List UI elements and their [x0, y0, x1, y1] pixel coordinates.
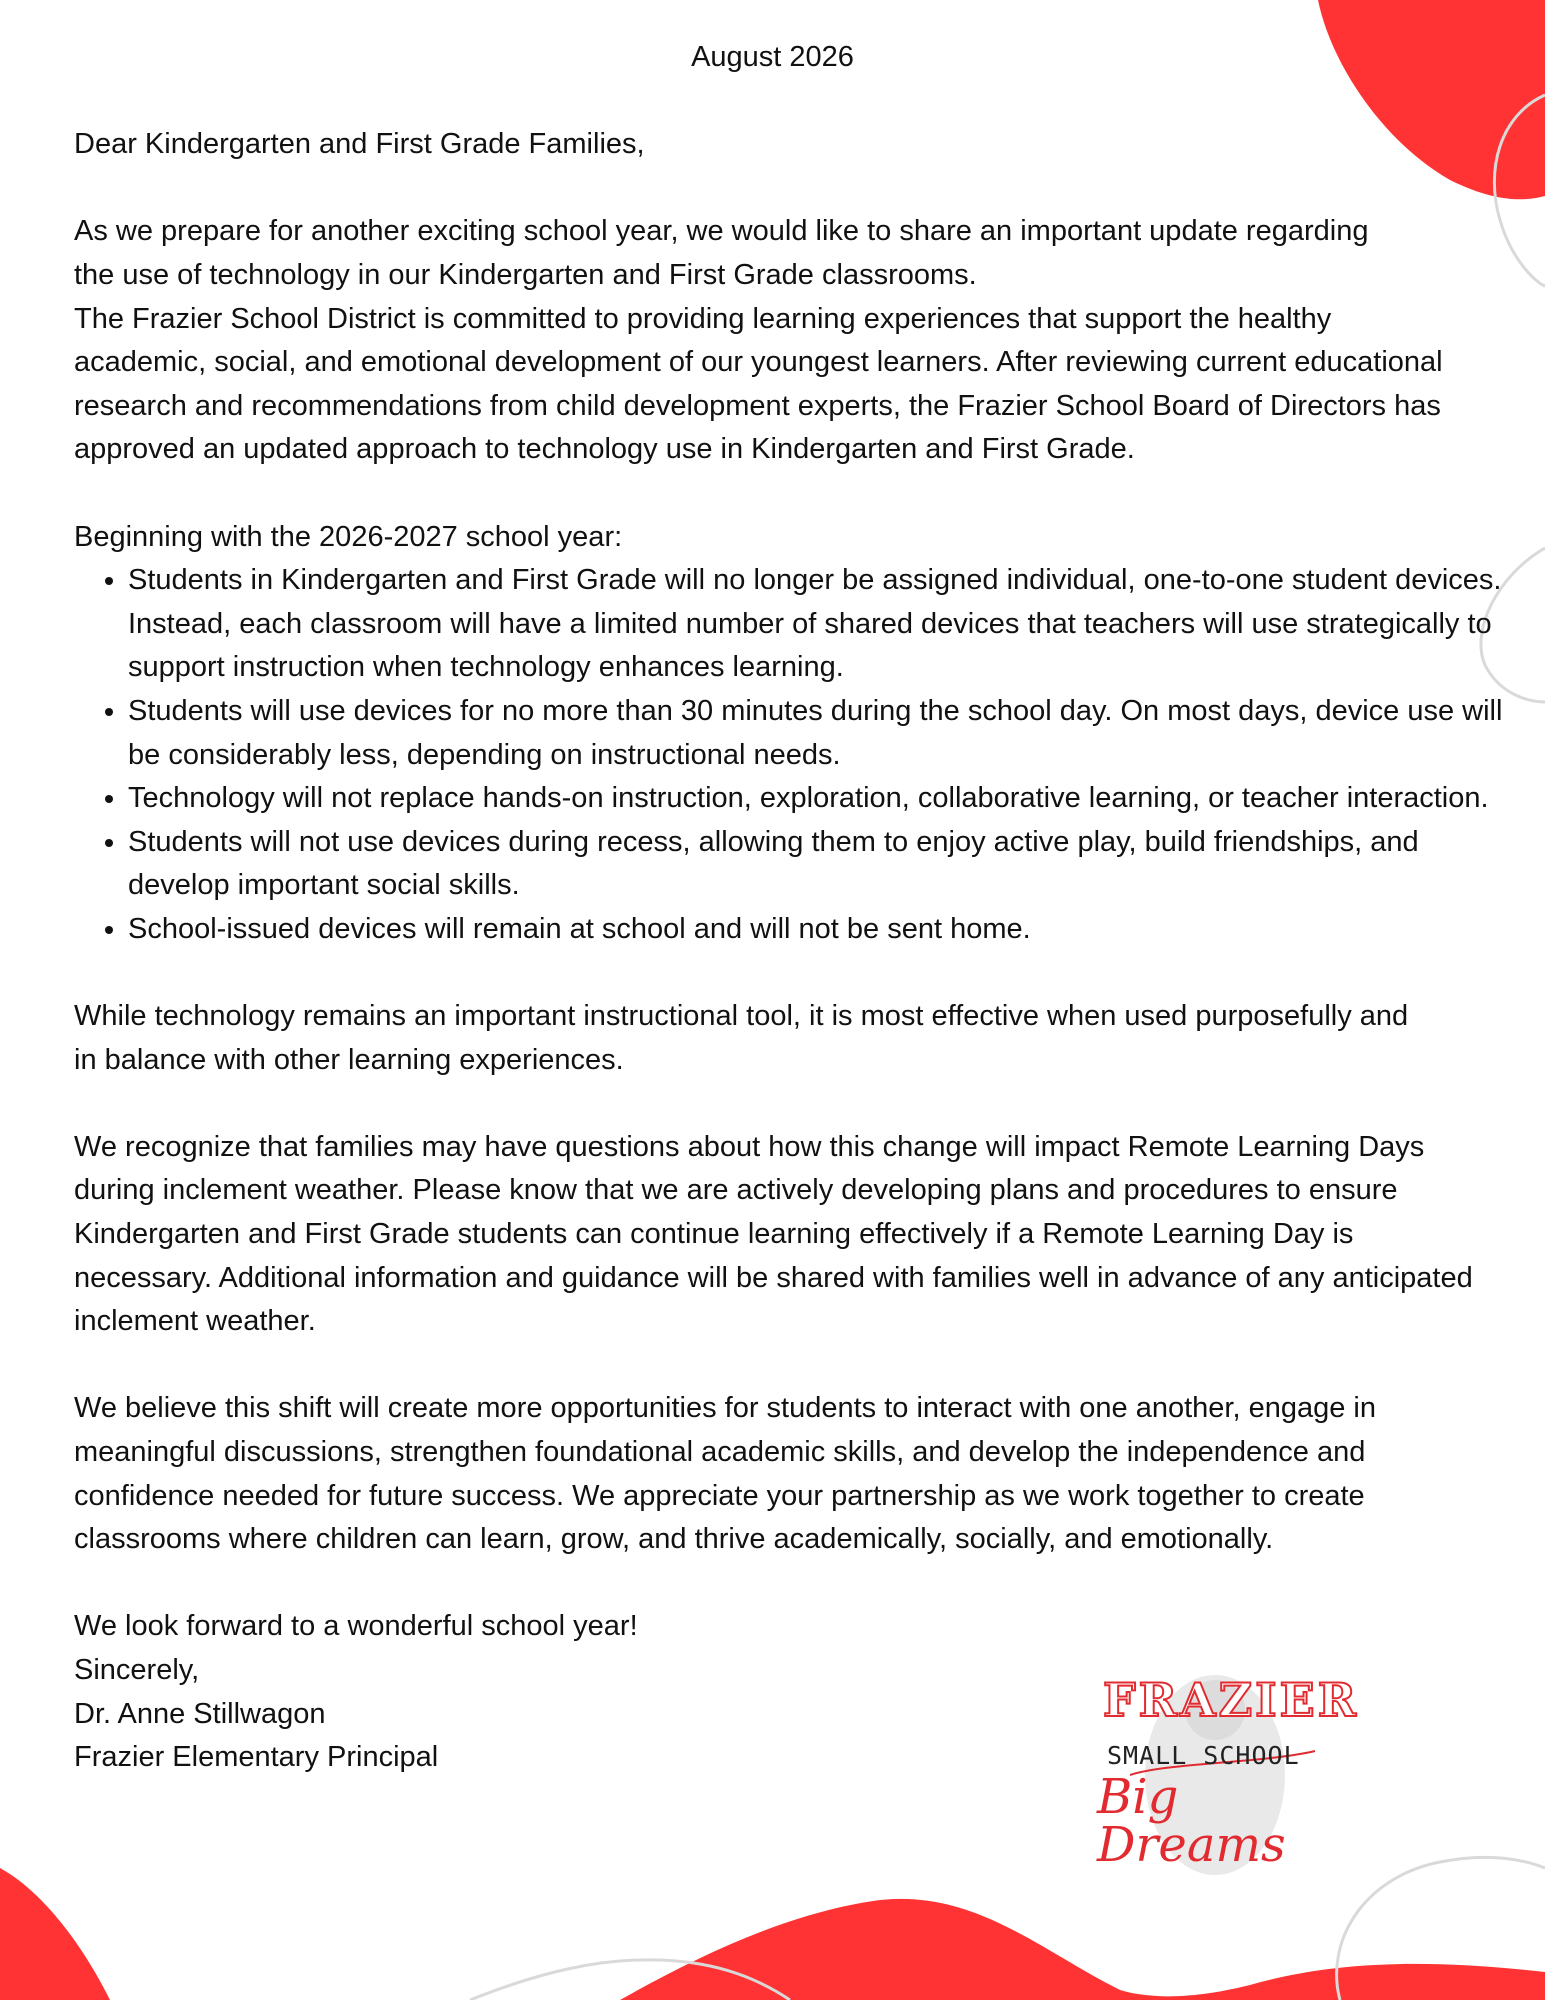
bottom-left-red-blob [0, 1868, 110, 2000]
bottom-red-wave [620, 1899, 1545, 2000]
bottom-outline-arc [470, 1960, 790, 2000]
top-right-outline-curve [1494, 95, 1545, 286]
list-item: • Students will not use devices during recess, allowing them to enjoy active play, build friendships, and develop important social skills. [128, 821, 1525, 908]
logo-script: Big Dreams [1097, 1769, 1286, 1873]
paragraph-remote-learning: We recognize that families may have questions about how this change will impact Remote Learning Days during inclement weather. Please know that we are actively developing plans and procedures to ensure Kindergarten and First Grade students can continue learning effectively if a Remote Learning Day is necessary. Additional information and guidance will be shared with families well in advance of any anticipated inclement weather. [74, 1130, 1473, 1338]
list-item: • Students will use devices for no more than 30 minutes during the school day. On most days, device use will be considerably less, depending on instructional needs. [128, 690, 1525, 777]
list-intro: Beginning with the 2026-2027 school year: [74, 520, 623, 553]
paragraph-benefits: We believe this shift will create more opportunities for students to interact with one another, engage in meaningful discussions, strengthen foundational academic skills, and develop the independence and confidence needed for future success. We appreciate your partnership as we work together to create classrooms where children can learn, grow, and thrive academically, socially, and emotionally. [74, 1392, 1376, 1556]
logo-subtitle: SMALL SCHOOL [1107, 1741, 1300, 1770]
school-logo [1075, 1655, 1365, 1885]
closing-line: We look forward to a wonderful school year! [74, 1610, 638, 1643]
paragraph-balance: While technology remains an important instructional tool, it is most effective when used purposefully and in balance with other learning experiences. [74, 1000, 1409, 1076]
paragraph-district: The Frazier School District is committed to providing learning experiences that support the healthy academic, social, and emotional development of our youngest learners. After reviewing current educational research and recommendations from child development experts, the Frazier School Board of Directors has approved an updated approach to technology use in Kindergarten and First Grade. [74, 302, 1443, 466]
paragraph-intro: As we prepare for another exciting school year, we would like to share an important update regarding the use of technology in our Kindergarten and First Grade classrooms. [74, 215, 1369, 291]
letter-date: August 2026 [691, 41, 854, 73]
sign-off: Sincerely, [74, 1653, 200, 1686]
logo-title: FRAZIER [1103, 1673, 1359, 1727]
letter-body [74, 36, 1503, 1780]
list-item: • Students in Kindergarten and First Grade will no longer be assigned individual, one-to-one student devices. Instead, each classroom will have a limited number of shared devices that teachers will use strategically to support instruction when technology enhances learning. [128, 559, 1525, 690]
salutation: Dear Kindergarten and First Grade Families, [74, 128, 645, 161]
list-item: • Technology will not replace hands-on instruction, exploration, collaborative learning, or teacher interaction. [128, 777, 1525, 821]
signer-name: Dr. Anne Stillwagon [74, 1697, 326, 1730]
signer-title: Frazier Elementary Principal [74, 1741, 439, 1774]
policy-list [74, 559, 1525, 951]
list-item: • School-issued devices will remain at school and will not be sent home. [128, 908, 1525, 952]
bottom-right-outline-curve [1337, 1857, 1545, 2000]
